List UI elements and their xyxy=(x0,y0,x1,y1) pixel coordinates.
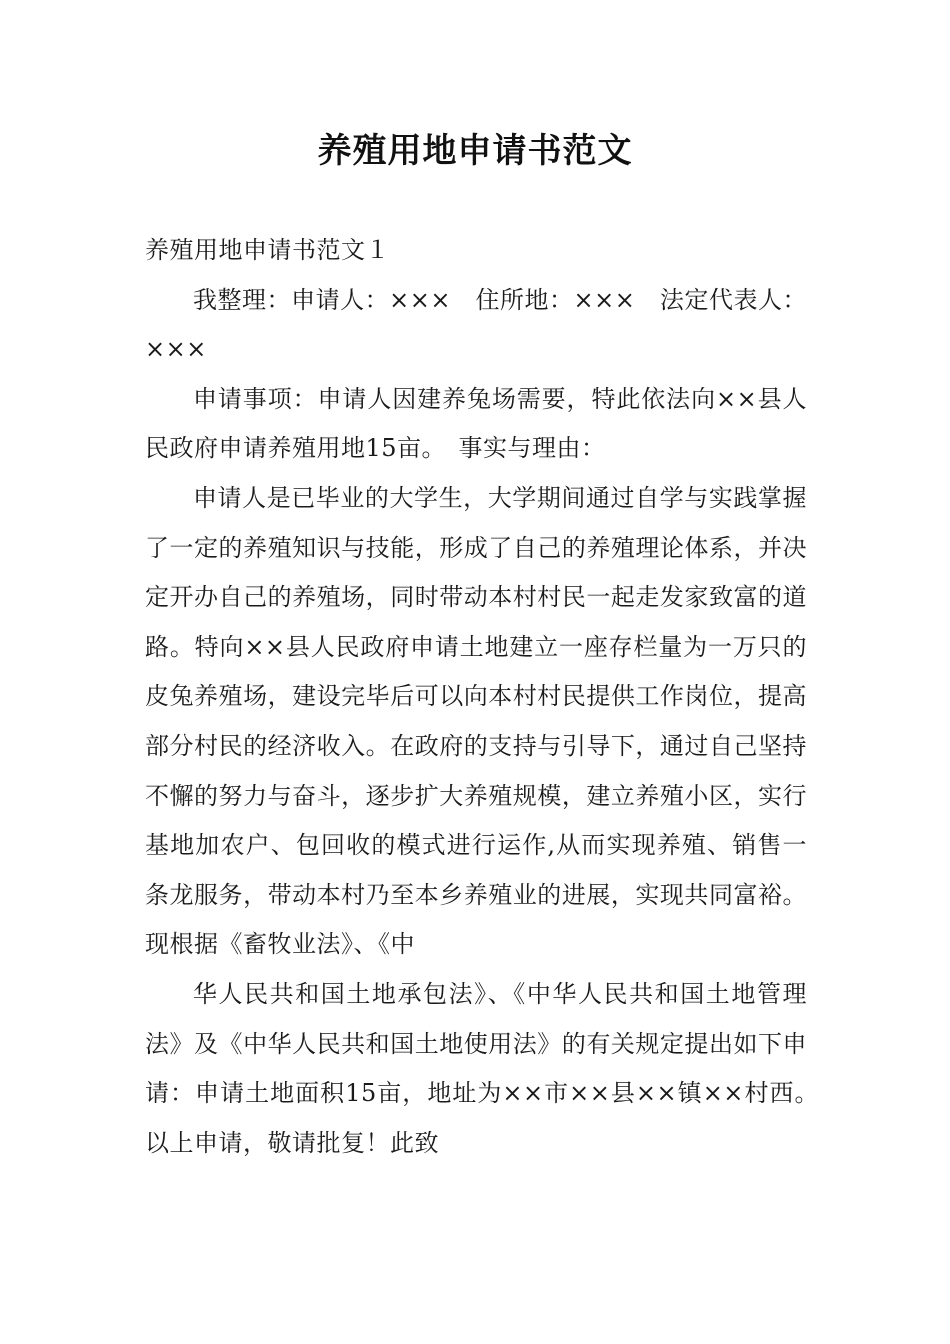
paragraph-applicant-info: 我整理：申请人：××× 住所地：××× 法定代表人：××× xyxy=(145,285,807,364)
paragraph-application-matters: 申请事项：申请人因建养兔场需要，特此依法向××县人民政府申请养殖用地15亩。 事实与理由： xyxy=(145,384,807,463)
document-subtitle: 养殖用地申请书范文１ xyxy=(145,236,390,264)
paragraph-facts-and-reasons: 申请人是已毕业的大学生，大学期间通过自学与实践掌握了一定的养殖知识与技能，形成了自己的养殖理论体系，并决定开办自己的养殖场，同时带动本村村民一起走发家致富的道路。特向××县人民政府申请土地建立一座存栏量为一万只的皮兔养殖场，建设完毕后可以向本村村民提供工作岗位，提高部分村民的经济收入。在政府的支持与引导下，通过自己坚持不懈的努力与奋斗，逐步扩大养殖规模，建立养殖小区，实行基地加农户、包回收的模式进行运作,从而实现养殖、销售一条龙服务，带动本村乃至本乡养殖业的进展，实现共同富裕。现根据《畜牧业法》、《中 xyxy=(145,483,807,959)
document-body xyxy=(145,226,832,1168)
paragraph-legal-basis: 华人民共和国土地承包法》、《中华人民共和国土地管理法》及《中华人民共和国土地使用法》的有关规定提出如下申请：申请土地面积15亩，地址为××市××县××镇××村西。 以上申请，敬请批复！此致 xyxy=(145,979,832,1157)
document-title: 养殖用地申请书范文 xyxy=(317,131,633,171)
